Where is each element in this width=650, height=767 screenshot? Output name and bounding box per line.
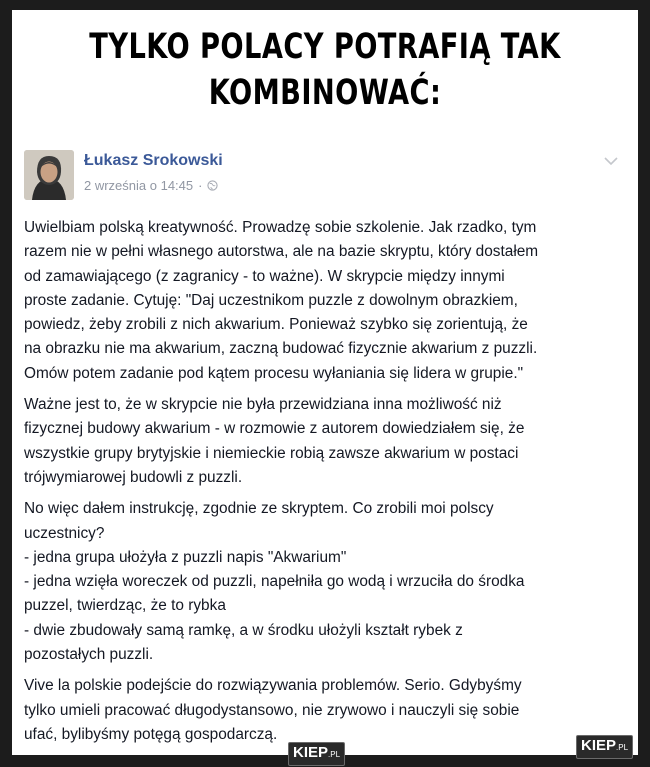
kiep-logo-suffix: .PL [616,743,629,752]
post-text-line: razem nie w pełni własnego autorstwa, ale na bazie skryptu, który dostałem [24,243,539,261]
post-paragraph [24,216,624,386]
post-text-line: tylko umieli pracować długodystansowo, nie zrywowo i nauczyli się sobie [24,701,520,719]
kiep-logo-text: KIEP [581,737,617,754]
post-text-line: puzzel, twierdząc, że to rybka [24,597,226,615]
avatar-photo [24,150,74,200]
post-timestamp[interactable]: 2 września o 14:45 [84,178,194,193]
post-text-line: fizycznej budowy akwarium - w rozmowie z autorem dowiedziałem się, że [24,420,525,438]
post-text-line: Vive la polskie podejście do rozwiązywania problemów. Serio. Gdybyśmy [24,677,522,695]
post-text-line: wszystkie grupy brytyjskie i niemieckie robią zawsze akwarium w postaci [24,444,519,462]
post-body [24,216,624,754]
post-text-line: - jedna grupa ułożyła z puzzli napis "Akwarium" [24,548,347,566]
kiep-logo-suffix: .PL [328,750,341,759]
meme-frame [12,10,638,755]
chevron-down-icon[interactable] [604,156,618,166]
author-name[interactable]: Łukasz Srokowski [84,152,223,169]
meta-separator: · [198,178,203,193]
kiep-logo-watermark [576,735,633,759]
facebook-post [12,142,638,755]
post-text-line: No więc dałem instrukcję, zgodnie ze skryptem. Co zrobili moi polscy [24,500,494,518]
meme-title-line: KOMBINOWAĆ: [208,73,442,113]
post-paragraph [24,674,624,747]
avatar[interactable] [24,150,74,200]
post-paragraph [24,393,624,490]
post-meta [84,178,218,193]
post-text-line: na obrazku nie ma akwarium, zaczną budować fizycznie akwarium z puzzli. [24,340,538,358]
post-text-line: powiedz, żeby zrobili z nich akwarium. Ponieważ szybko się zorientują, że [24,316,528,334]
post-text-line: uczestnicy? [24,524,105,542]
meme-title-line: TYLKO POLACY POTRAFIĄ TAK [89,27,561,67]
post-text-line: od zamawiającego (z zagranicy - to ważne). W skrypcie między innymi [24,267,505,285]
post-text-line: Uwielbiam polską kreatywność. Prowadzę sobie szkolenie. Jak rzadko, tym [24,219,537,236]
kiep-logo-watermark [288,742,345,766]
kiep-logo-text: KIEP [293,744,329,761]
post-paragraph [24,497,624,667]
post-text-line: - jedna wzięła woreczek od puzzli, napełniła go wodą i wrzuciła do środka [24,573,525,591]
post-text-line: trójwymiarowej budowli z puzzli. [24,468,243,486]
post-text-line: pozostałych puzzli. [24,646,154,664]
post-text-line: Ważne jest to, że w skrypcie nie była przewidziana inna możliwość niż [24,396,502,414]
post-text-line: - dwie zbudowały samą ramkę, a w środku ułożyli kształt rybek z [24,621,463,639]
globe-icon[interactable] [207,180,218,191]
meme-title [81,24,569,116]
post-text-line: proste zadanie. Cytuję: "Daj uczestnikom puzzle z dowolnym obrazkiem, [24,291,518,309]
post-text-line: ufać, bylibyśmy potęgą gospodarczą. [24,725,278,743]
post-text-line: Omów potem zadanie pod kątem procesu wyłaniania się lidera w grupie." [24,364,524,382]
